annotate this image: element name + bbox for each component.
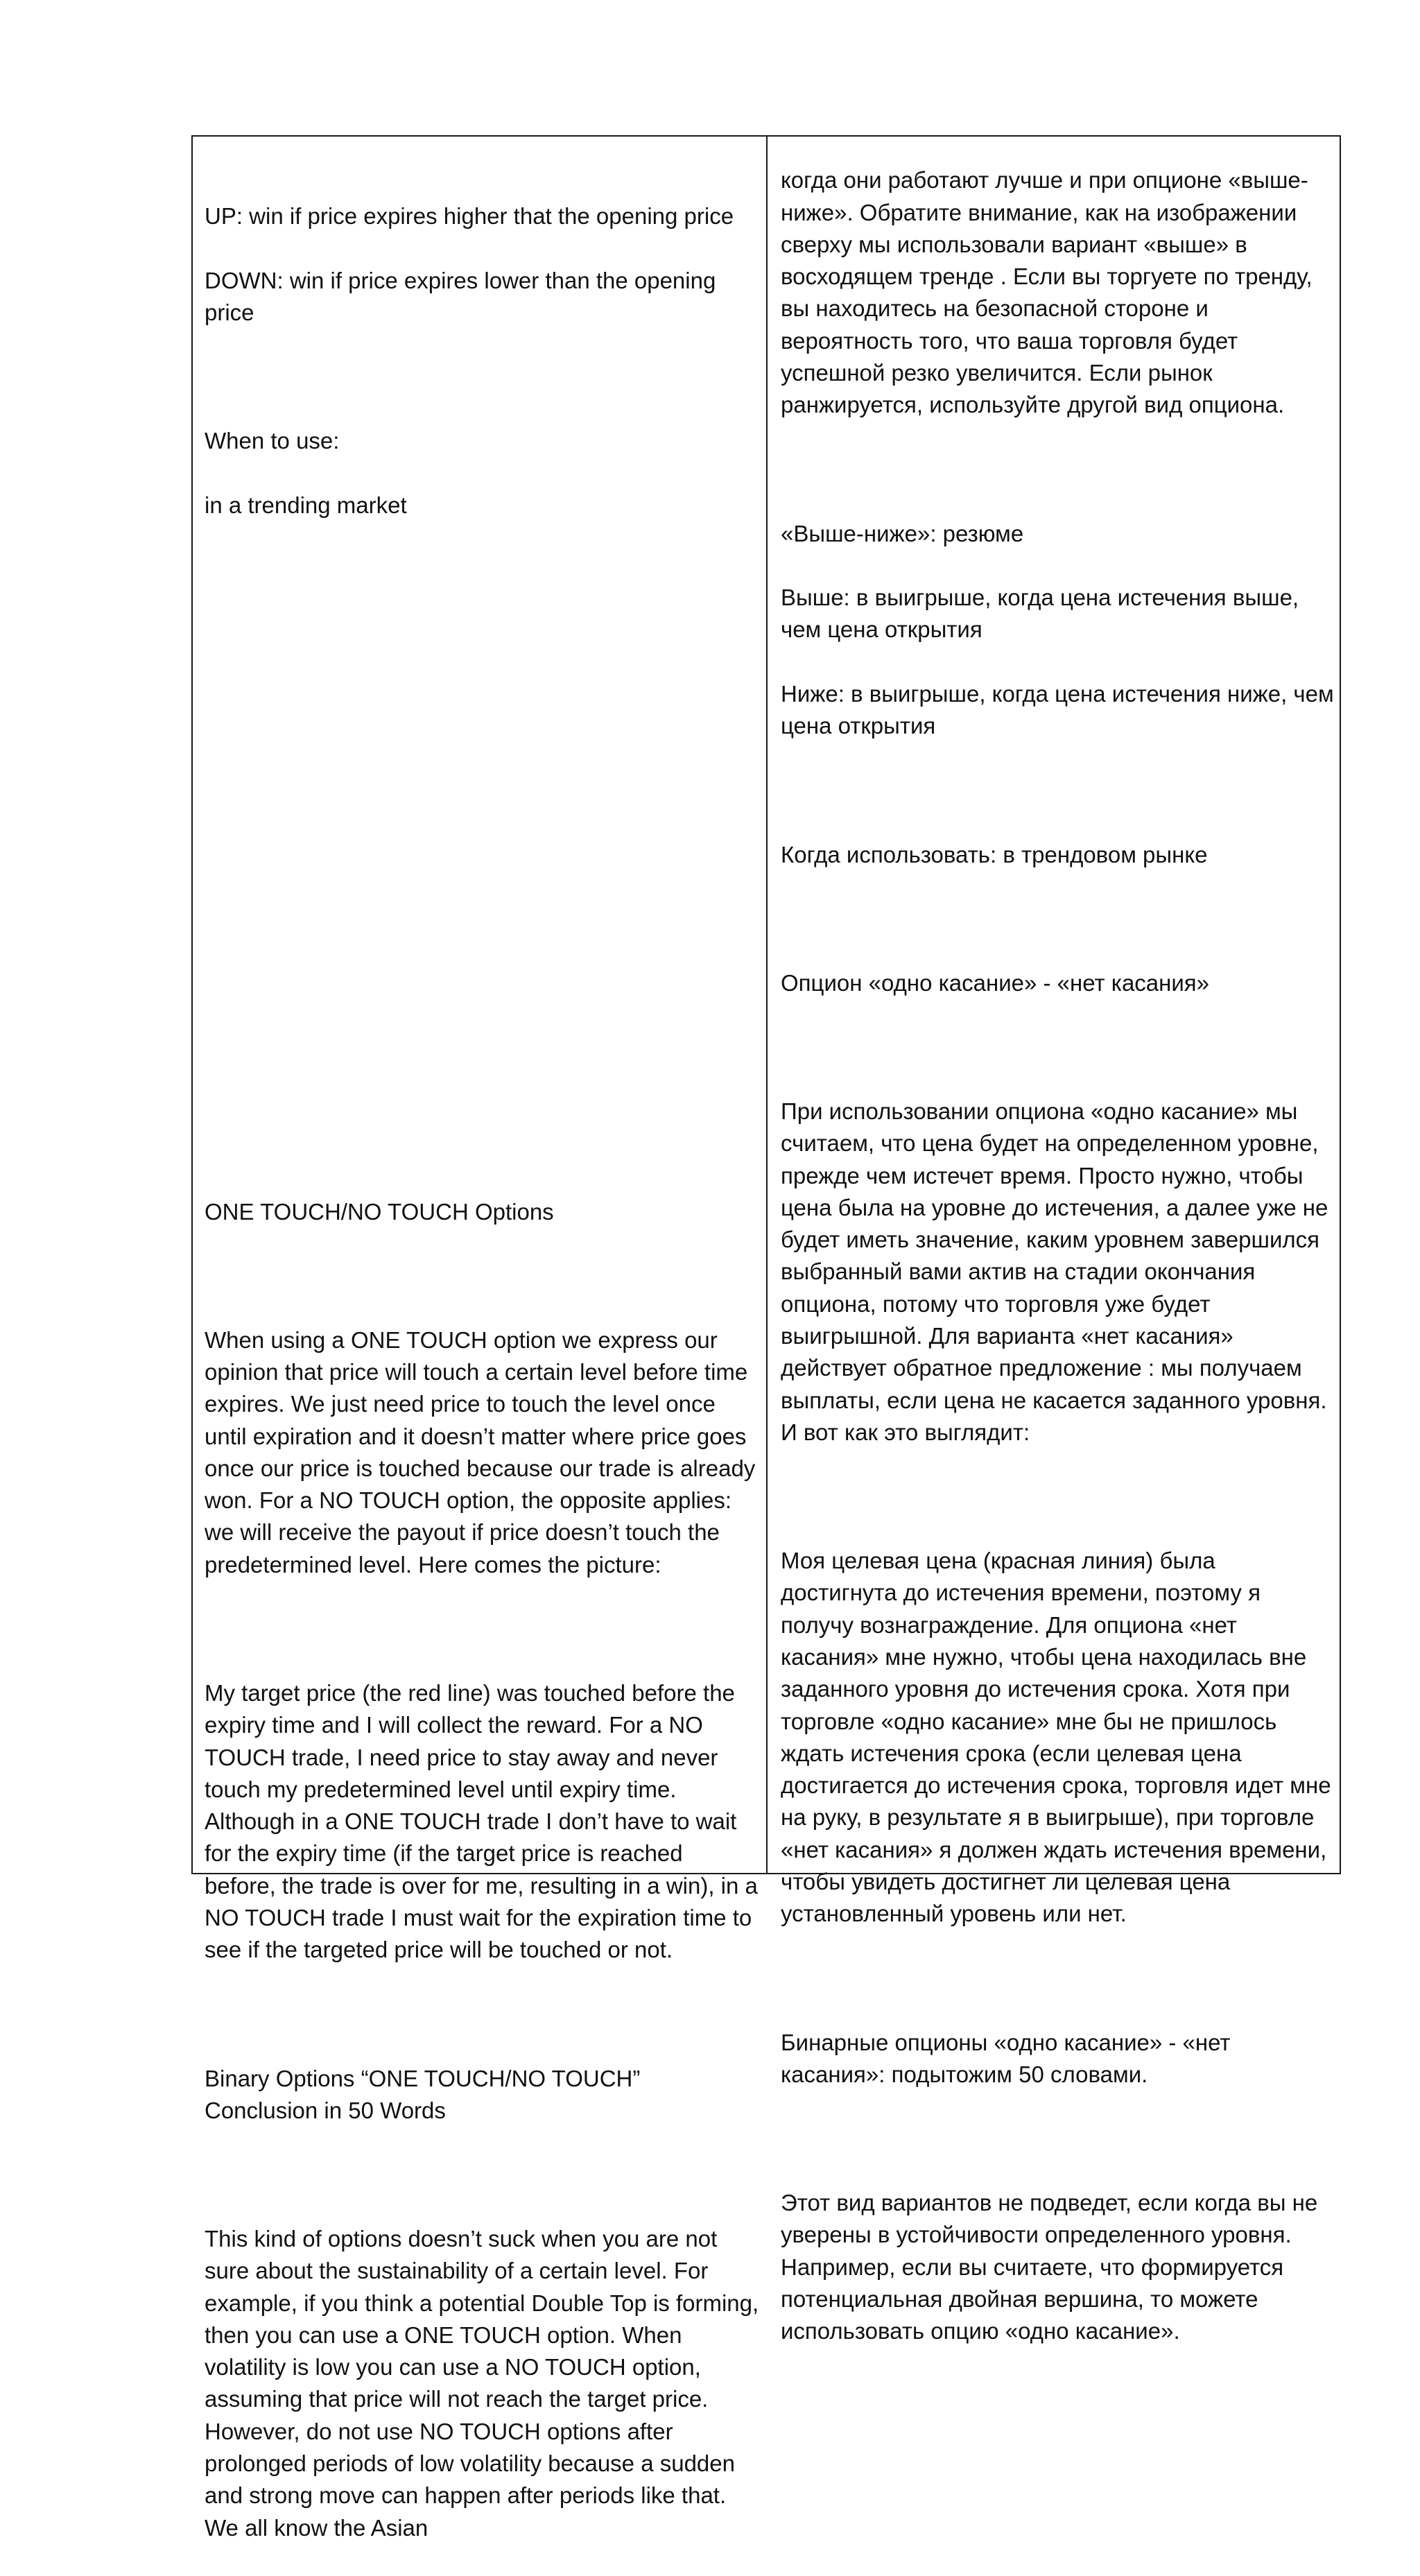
blank-line bbox=[781, 1962, 1335, 1994]
paragraph-trend-advice: когда они работают лучше и при опционе «выше-ниже». Обратите внимание, как на изображении сверху мы использовали вариант «выше» в восходящем тренде . Если вы торгуете по тренду, вы находитесь на безопасной стороне и вероятность того, что ваша торговля будет успешной резко увеличится. Если рынок ранжируется, используйте другой вид опциона. bbox=[781, 167, 1313, 418]
blank-line bbox=[205, 1998, 759, 2030]
blank-line bbox=[205, 2159, 759, 2190]
summary-heading: «Выше-ниже»: резюме bbox=[781, 520, 1024, 546]
blank-line bbox=[205, 682, 759, 714]
when-to-use-ru: Когда использовать: в трендовом рынке bbox=[781, 841, 1208, 867]
blank-line bbox=[205, 361, 759, 393]
blank-line bbox=[205, 1613, 759, 1645]
blank-line bbox=[781, 775, 1335, 806]
translation-table bbox=[191, 135, 1341, 2541]
paragraph-down-definition-ru: Ниже: в выигрыше, когда цена истечения ниже, чем цена открытия bbox=[781, 681, 1334, 739]
paragraph-target-price: My target price (the red line) was touched before the expiry time and I will collect the reward. For a NO TOUCH trade, I need price to stay away and never touch my predetermined level until expiry time. Although in a ONE TOUCH trade I don’t have to wait for the expiry time (if the target price is reached before, the trade is over for me, resulting in a win), in a NO TOUCH trade I must wait for the expiration time to see if the targeted price will be touched or not. bbox=[205, 1679, 758, 1963]
russian-cell-text bbox=[781, 132, 1335, 2380]
when-to-use-label: When to use: bbox=[205, 428, 340, 454]
section-heading-conclusion-ru: Бинарные опционы «одно касание» - «нет касания»: подытожим 50 словами. bbox=[781, 2029, 1231, 2087]
section-heading-touch-options-ru: Опцион «одно касание» - «нет касания» bbox=[781, 969, 1210, 996]
blank-line bbox=[205, 618, 759, 650]
section-heading-conclusion: Binary Options “ONE TOUCH/NO TOUCH” Conclusion in 50 Words bbox=[205, 2065, 641, 2123]
blank-line bbox=[205, 1067, 759, 1099]
paragraph-down-definition: DOWN: win if price expires lower than the opening price bbox=[205, 267, 716, 326]
blank-line bbox=[205, 811, 759, 842]
paragraph-up-definition-ru: Выше: в выигрыше, когда цена истечения выше, чем цена открытия bbox=[781, 585, 1299, 643]
blank-line bbox=[205, 939, 759, 971]
blank-line bbox=[781, 1031, 1335, 1063]
paragraph-one-touch-explanation: When using a ONE TOUCH option we express our opinion that price will touch a certain level before time expires. We just need price to touch the level once until expiration and it doesn’t matter where price goes once our price is touched because our trade is already won. For a NO TOUCH option, the opposite applies: we will receive the payout if price doesn’t touch the predetermined level. Here comes the picture: bbox=[205, 1326, 756, 1577]
paragraph-conclusion-ru: Этот вид вариантов не подведет, если когда вы не уверены в устойчивости определенного уровня. Например, если вы считаете, что формируется потенциальная двойная вершина, то можете использовать опцию «одно касание». bbox=[781, 2190, 1318, 2344]
paragraph-target-price-ru: Моя целевая цена (красная линия) была достигнута до истечения времени, поэтому я получу вознаграждение. Для опциона «нет касания» мне нужно, чтобы цена находилась вне заданного уровня до истечения срока. Хотя при торговле «одно касание» мне бы не пришлось ждать истечения срока (если целевая цена достигается до истечения срока, торговля идет мне на руку, в результате я в выигрыше), при торговле «нет касания» я должен ждать истечения времени, чтобы увидеть достигнет ли целевая цена установленный уровень или нет. bbox=[781, 1548, 1331, 1927]
blank-line bbox=[781, 453, 1335, 485]
blank-line bbox=[781, 2123, 1335, 2154]
english-column bbox=[193, 137, 768, 2541]
blank-line bbox=[205, 1260, 759, 1292]
blank-line bbox=[781, 1480, 1335, 1512]
paragraph-up-definition: UP: win if price expires higher that the opening price bbox=[205, 203, 734, 230]
paragraph-conclusion: This kind of options doesn’t suck when you are not sure about the sustainability of a certain level. For example, if you think a potential Double Top is forming, then you can use a ONE TOUCH option. When volatility is low you can use a NO TOUCH option, assuming that price will not reach the target price. However, do not use NO TOUCH options after prolonged periods of low volatility because a sudden and strong move can happen after periods like that. We all know the Asian bbox=[205, 2226, 759, 2541]
russian-column bbox=[768, 137, 1340, 2344]
section-heading-touch-options: ONE TOUCH/NO TOUCH Options bbox=[205, 1198, 554, 1225]
blank-line bbox=[205, 746, 759, 778]
blank-line bbox=[781, 903, 1335, 935]
blank-line bbox=[205, 1003, 759, 1035]
blank-line bbox=[205, 1132, 759, 1164]
when-to-use-value: in a trending market bbox=[205, 492, 407, 518]
english-cell-text bbox=[205, 168, 759, 2576]
paragraph-one-touch-explanation-ru: При использовании опциона «одно касание» мы считаем, что цена будет на определенном уровне, прежде чем истечет время. Просто нужно, чтобы цена была на уровне до истечения, а далее уже не будет иметь значение, каким уровнем завершился выбранный вами актив на стадии окончания опциона, потому что торговля уже будет выигрышной. Для варианта «нет касания» действует обратное предложение : мы получаем выплаты, если цена не касается заданного уровня. И вот как это выглядит: bbox=[781, 1098, 1328, 1445]
blank-line bbox=[205, 875, 759, 907]
blank-line bbox=[205, 554, 759, 586]
